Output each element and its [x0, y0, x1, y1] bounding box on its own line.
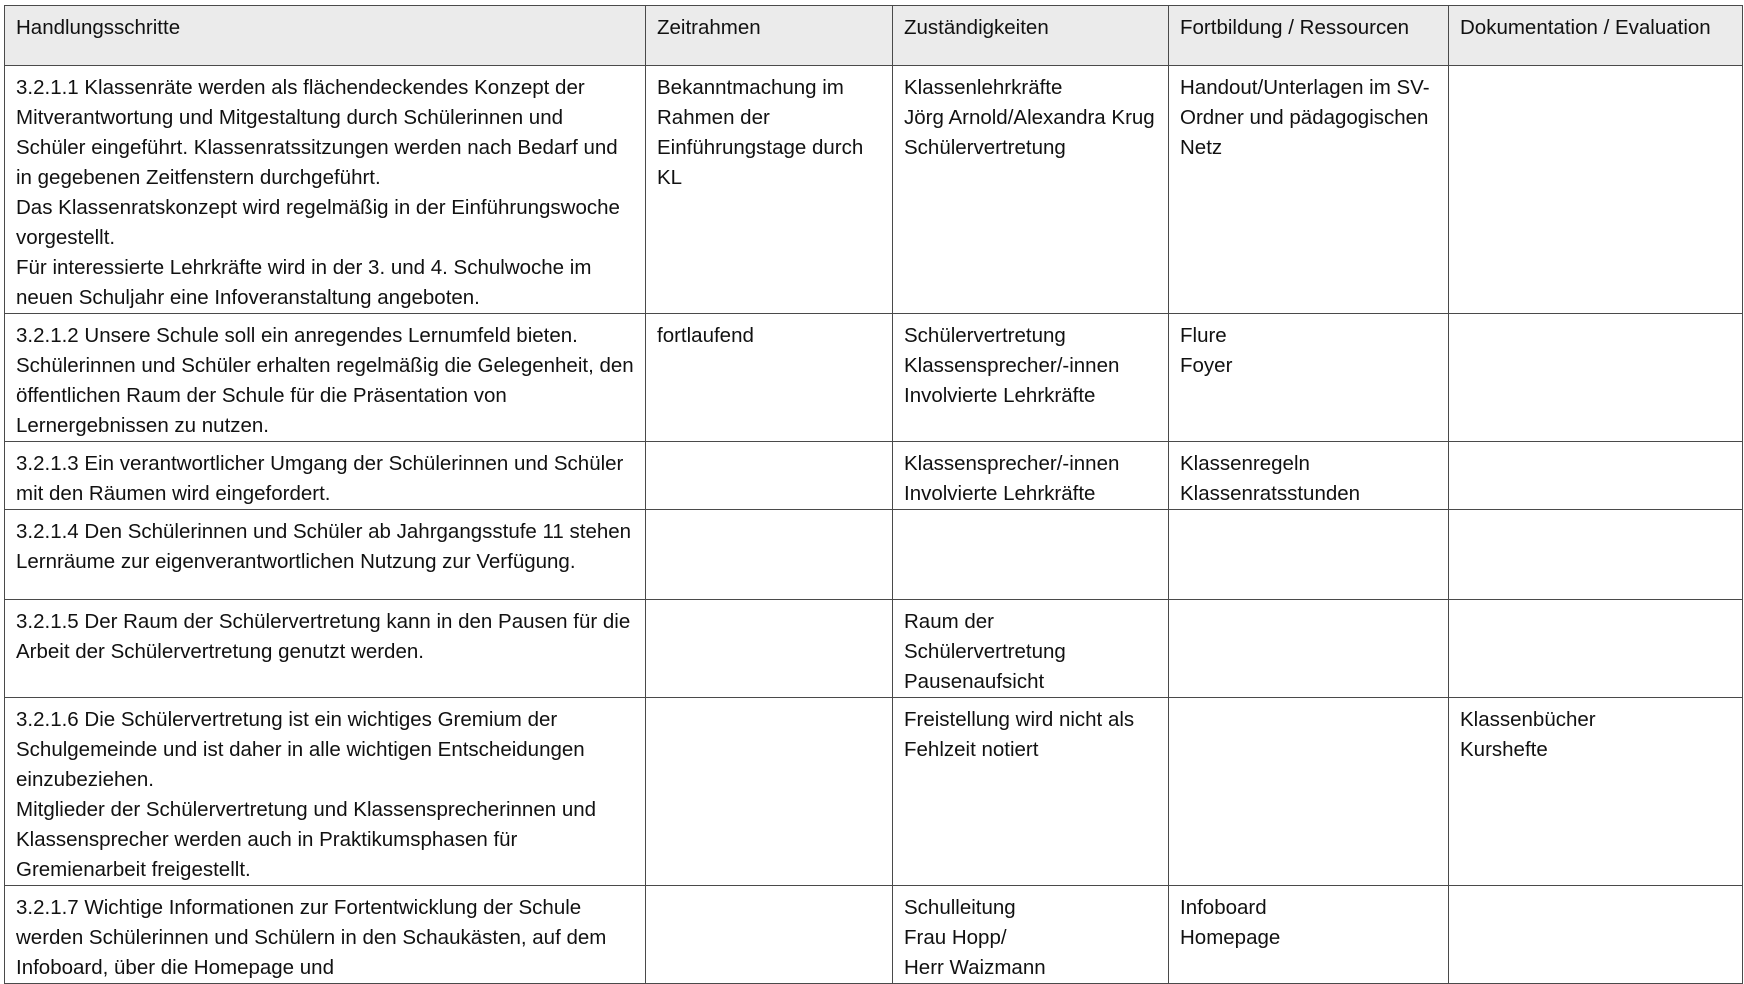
table-row: [5, 66, 1743, 314]
cell-resources: [1169, 698, 1449, 886]
table-row: [5, 314, 1743, 442]
cell-step: 3.2.1.4 Den Schülerinnen und Schüler ab Jahrgangsstufe 11 stehen Lernräume zur eigenverantwortlichen Nutzung zur Verfügung.: [5, 510, 646, 600]
cell-timeframe: [646, 600, 893, 698]
cell-documentation: [1449, 442, 1743, 510]
cell-resources: [1169, 510, 1449, 600]
table-header-row: [5, 6, 1743, 66]
cell-timeframe: [646, 698, 893, 886]
cell-step: 3.2.1.7 Wichtige Informationen zur Fortentwicklung der Schule werden Schülerinnen und Schülern in den Schaukästen, auf dem Infoboard, über die Homepage und: [5, 886, 646, 984]
cell-documentation: [1449, 510, 1743, 600]
cell-step: 3.2.1.6 Die Schülervertretung ist ein wichtiges Gremium der Schulgemeinde und ist daher in alle wichtigen Entscheidungen einzubeziehen. Mitglieder der Schülervertretung und Klassensprecherinnen und Klassensprecher werden auch in Praktikumsphasen für Gremienarbeit freigestellt.: [5, 698, 646, 886]
table-row: [5, 886, 1743, 984]
cell-responsibilities: Schülervertretung Klassensprecher/-innen Involvierte Lehrkräfte: [893, 314, 1169, 442]
cell-timeframe: [646, 886, 893, 984]
table-row: [5, 698, 1743, 886]
cell-resources: Handout/Unterlagen im SV-Ordner und pädagogischen Netz: [1169, 66, 1449, 314]
header-fortbildung-ressourcen: Fortbildung / Ressourcen: [1169, 6, 1449, 66]
cell-documentation: [1449, 600, 1743, 698]
cell-documentation: [1449, 66, 1743, 314]
cell-step: 3.2.1.5 Der Raum der Schülervertretung kann in den Pausen für die Arbeit der Schülervertretung genutzt werden.: [5, 600, 646, 698]
cell-responsibilities: Freistellung wird nicht als Fehlzeit notiert: [893, 698, 1169, 886]
cell-responsibilities: Schulleitung Frau Hopp/ Herr Waizmann: [893, 886, 1169, 984]
table-row: [5, 510, 1743, 600]
cell-resources: [1169, 600, 1449, 698]
cell-timeframe: Bekanntmachung im Rahmen der Einführungstage durch KL: [646, 66, 893, 314]
table-row: [5, 600, 1743, 698]
cell-responsibilities: [893, 510, 1169, 600]
cell-timeframe: fortlaufend: [646, 314, 893, 442]
cell-timeframe: [646, 510, 893, 600]
cell-responsibilities: Raum der Schülervertretung Pausenaufsicht: [893, 600, 1169, 698]
action-plan-table: [4, 5, 1743, 984]
cell-step: 3.2.1.2 Unsere Schule soll ein anregendes Lernumfeld bieten. Schülerinnen und Schüler erhalten regelmäßig die Gelegenheit, den öffentlichen Raum der Schule für die Präsentation von Lernergebnissen zu nutzen.: [5, 314, 646, 442]
header-handlungsschritte: Handlungsschritte: [5, 6, 646, 66]
cell-resources: Klassenregeln Klassenratsstunden: [1169, 442, 1449, 510]
header-dokumentation-evaluation: Dokumentation / Evaluation: [1449, 6, 1743, 66]
cell-documentation: [1449, 886, 1743, 984]
header-zustaendigkeiten: Zuständigkeiten: [893, 6, 1169, 66]
cell-documentation: Klassenbücher Kurshefte: [1449, 698, 1743, 886]
header-zeitrahmen: Zeitrahmen: [646, 6, 893, 66]
cell-documentation: [1449, 314, 1743, 442]
cell-responsibilities: Klassensprecher/-innen Involvierte Lehrkräfte: [893, 442, 1169, 510]
cell-resources: Infoboard Homepage: [1169, 886, 1449, 984]
cell-resources: Flure Foyer: [1169, 314, 1449, 442]
cell-responsibilities: Klassenlehrkräfte Jörg Arnold/Alexandra Krug Schülervertretung: [893, 66, 1169, 314]
cell-step: 3.2.1.3 Ein verantwortlicher Umgang der Schülerinnen und Schüler mit den Räumen wird eingefordert.: [5, 442, 646, 510]
cell-timeframe: [646, 442, 893, 510]
cell-step: 3.2.1.1 Klassenräte werden als flächendeckendes Konzept der Mitverantwortung und Mitgestaltung durch Schülerinnen und Schüler eingeführt. Klassenratssitzungen werden nach Bedarf und in gegebenen Zeitfenstern durchgeführt. Das Klassenratskonzept wird regelmäßig in der Einführungswoche vorgestellt. Für interessierte Lehrkräfte wird in der 3. und 4. Schulwoche im neuen Schuljahr eine Infoveranstaltung angeboten.: [5, 66, 646, 314]
table-row: [5, 442, 1743, 510]
